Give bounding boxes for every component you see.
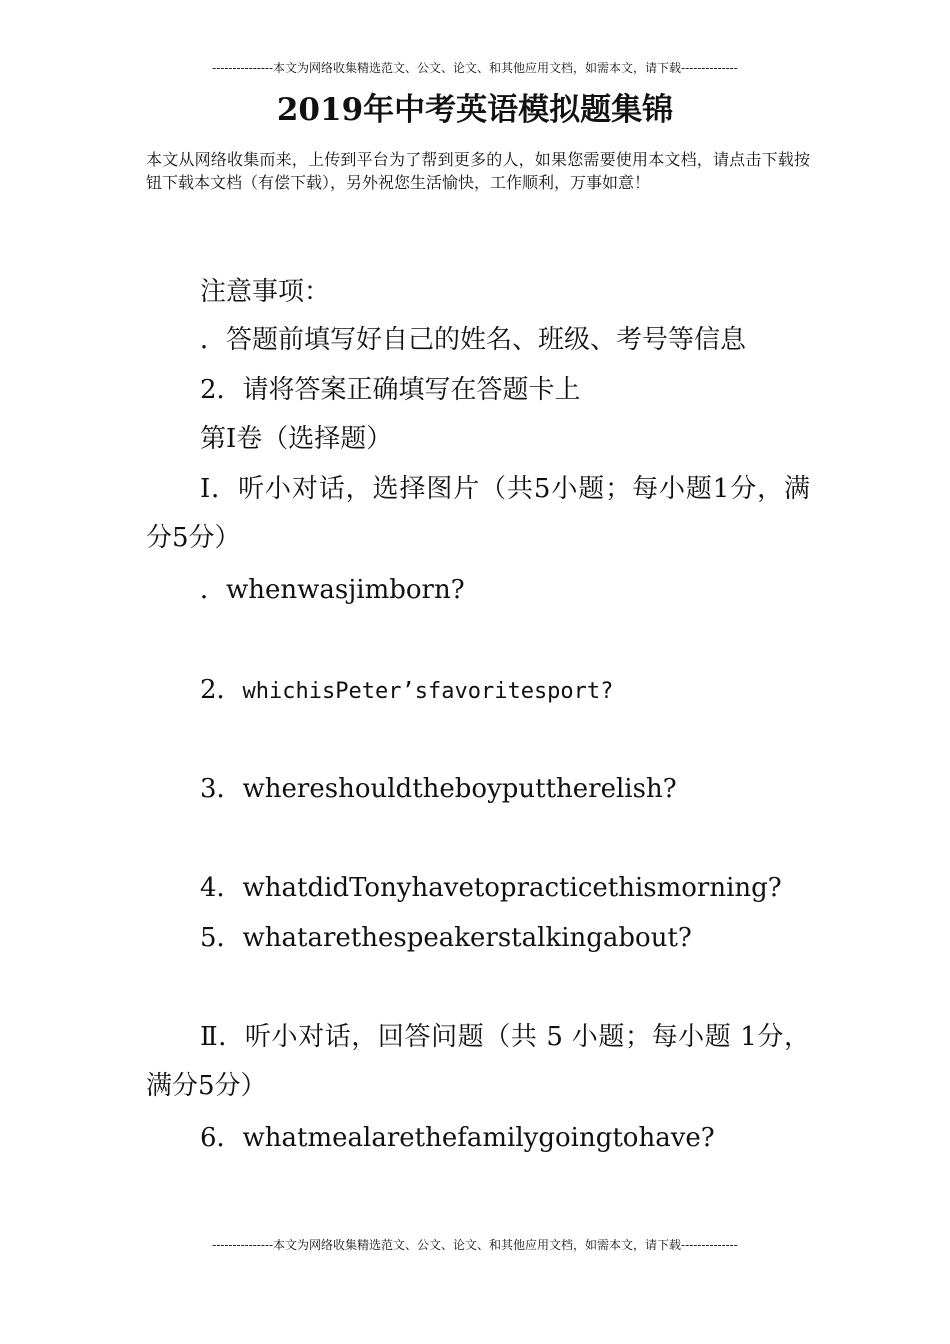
note-2: 2．请将答案正确填写在答题卡上 [200,375,581,405]
question-6: 6．whatmealarethefamilygoingtohave? [200,1123,715,1153]
section-1-heading: I．听小对话，选择图片（共5小题；每小题1分，满分5分） [146,474,810,553]
header-banner: ---------------本文为网络收集精选范文、公文、论文、和其他应用文档，如需本文，请下载-------------- [212,61,738,75]
question-3: 3．whereshouldtheboyputtherelish? [200,774,677,804]
note-1: ．答题前填写好自己的姓名、班级、考号等信息 [200,325,747,355]
question-2-text: whichisPeter’sfavoritesport? [242,679,614,704]
question-4: 4．whatdidTonyhavetopracticethismorning? [200,873,782,903]
question-2-number: 2． [200,675,243,705]
footer-banner: ---------------本文为网络收集精选范文、公文、论文、和其他应用文档，如需本文，请下载-------------- [212,1238,738,1252]
volume-heading: 第I卷（选择题） [200,424,393,454]
question-2 [200,673,613,709]
question-5: 5．whatarethespeakerstalkingabout? [200,923,692,953]
document-title: 2019年中考英语模拟题集锦 [276,92,674,128]
section-2-heading: Ⅱ．听小对话，回答问题（共 5 小题；每小题 1分，满分5分） [146,1022,810,1101]
question-1: ．whenwasjimborn? [200,575,465,605]
notes-heading: 注意事项： [200,277,331,307]
intro-paragraph: 本文从网络收集而来，上传到平台为了帮到更多的人，如果您需要使用本文档，请点击下载按钮下载本文档（有偿下载），另外祝您生活愉快，工作顺利，万事如意！ [146,150,810,192]
